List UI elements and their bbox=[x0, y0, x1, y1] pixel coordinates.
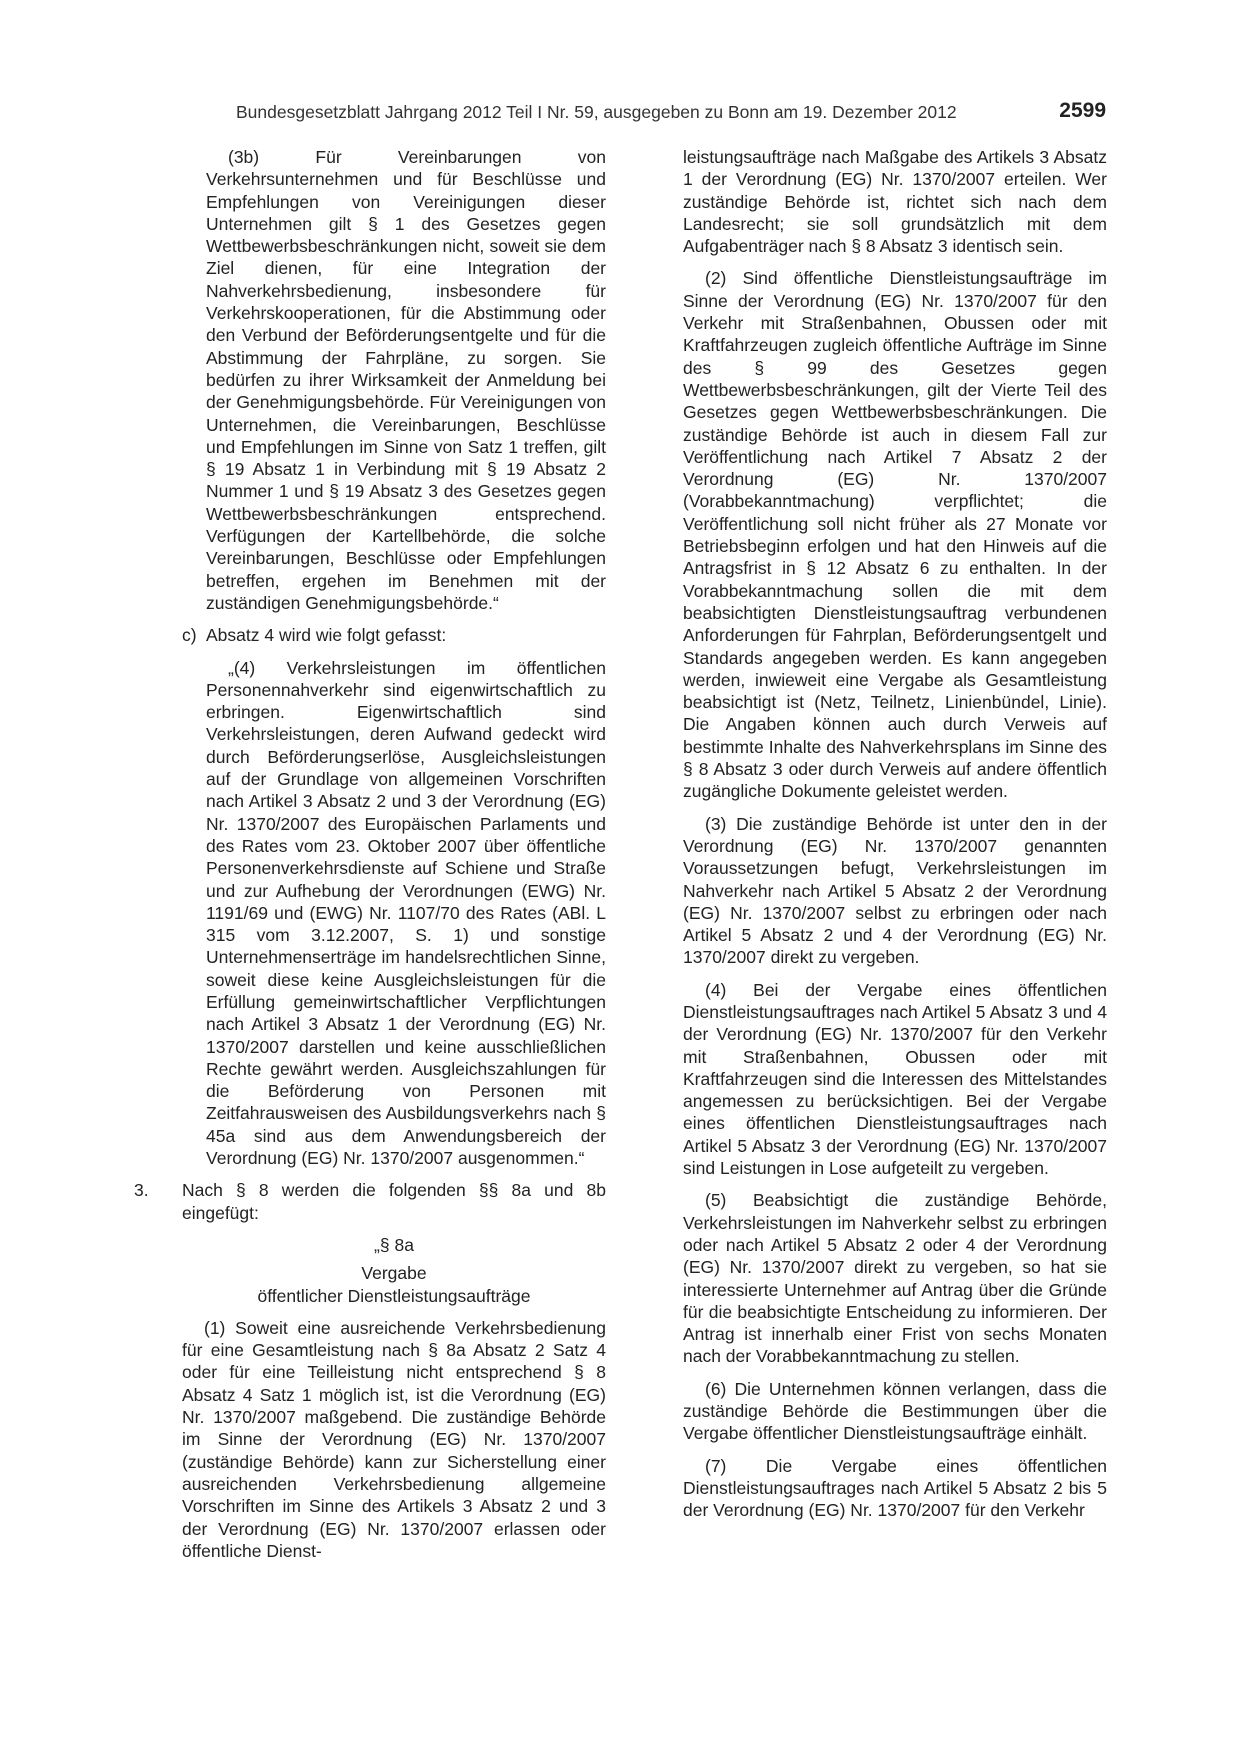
paragraph-1: (1) Soweit eine ausreichende Verkehrsbedienung für eine Gesamtleistung nach § 8a Absatz 2 Satz 4 oder für eine Teilleistung nicht entsprechend § 8 Absatz 4 Satz 1 möglich ist, ist die Verordnung (EG) Nr. 1370/2007 maßgebend. Die zuständige Behörde im Sinne der Verordnung (EG) Nr. 1370/2007 (zuständige Behörde) kann zur Sicherstellung einer ausreichenden Verkehrsbedienung allgemeine Vorschriften im Sinne des Artikels 3 Absatz 2 und 3 der Verordnung (EG) Nr. 1370/2007 erlassen oder öffentliche Dienst- bbox=[182, 1317, 606, 1561]
left-column bbox=[134, 146, 606, 1572]
right-column bbox=[683, 146, 1107, 1532]
paragraph-4: (4) Bei der Vergabe eines öffentlichen Dienstleistungsauftrages nach Artikel 5 Absatz 3 und 4 der Verordnung (EG) Nr. 1370/2007 für den Verkehr mit Straßenbahnen, Obussen oder mit Kraftfahrzeugen sind die Interessen des Mittelstandes angemessen zu berücksichtigen. Bei der Vergabe eines öffentlichen Dienstleistungsauftrages nach Artikel 5 Absatz 3 der Verordnung (EG) Nr. 1370/2007 sind Leistungen in Lose aufgeteilt zu vergeben. bbox=[683, 979, 1107, 1179]
list-text-3: Nach § 8 werden die folgenden §§ 8a und 8b eingefügt: bbox=[182, 1180, 606, 1223]
section-title-line-1: Vergabe bbox=[361, 1263, 427, 1284]
section-number: „§ 8a bbox=[374, 1234, 414, 1255]
paragraph-3b: (3b) Für Vereinbarungen von Verkehrsunternehmen und für Beschlüsse und Empfehlungen von Vereinigungen dieser Unternehmen gilt § 1 des Gesetzes gegen Wettbewerbsbeschränkungen nicht, soweit sie dem Ziel dienen, für eine Integration der Nahverkehrsbedienung, insbesondere für Verkehrskooperationen, für die Abstimmung oder den Verbund der Beförderungsentgelte und für die Abstimmung der Fahrpläne, zu sorgen. Sie bedürfen zu ihrer Wirksamkeit der Anmeldung bei der Genehmigungsbehörde. Für Vereinigungen von Unternehmen, die Vereinbarungen, Beschlüsse und Empfehlungen im Sinne von Satz 1 treffen, gilt § 19 Absatz 1 in Verbindung mit § 19 Absatz 2 Nummer 1 und § 19 Absatz 3 des Gesetzes gegen Wettbewerbsbeschränkungen entsprechend. Verfügungen der Kartellbehörde, die solche Vereinbarungen, Beschlüsse oder Empfehlungen betreffen, ergehen im Benehmen mit der zuständigen Genehmigungsbehörde.“ bbox=[206, 147, 606, 613]
paragraph-1-continued: leistungsaufträge nach Maßgabe des Artikels 3 Absatz 1 der Verordnung (EG) Nr. 1370/2007 erteilen. Wer zuständige Behörde ist, richtet sich nach dem Landesrecht; sie soll grundsätzlich mit dem Aufgabenträger nach § 8 Absatz 3 identisch sein. bbox=[683, 147, 1107, 257]
paragraph-6: (6) Die Unternehmen können verlangen, dass die zuständige Behörde die Bestimmungen über die Vergabe öffentlicher Dienstleistungsaufträge einhält. bbox=[683, 1378, 1107, 1444]
paragraph-4-quoted: „(4) Verkehrsleistungen im öffentlichen Personennahverkehr sind eigenwirtschaftlich zu erbringen. Eigenwirtschaftlich sind Verkehrsleistungen, deren Aufwand gedeckt wird durch Beförderungserlöse, Ausgleichsleistungen auf der Grundlage von allgemeinen Vorschriften nach Artikel 3 Absatz 2 und 3 der Verordnung (EG) Nr. 1370/2007 des Europäischen Parlaments und des Rates vom 23. Oktober 2007 über öffentliche Personenverkehrsdienste auf Schiene und Straße und zur Aufhebung der Verordnungen (EWG) Nr. 1191/69 und (EWG) Nr. 1107/70 des Rates (ABl. L 315 vom 3.12.2007, S. 1) und sonstige Unternehmenserträge im handelsrechtlichen Sinne, soweit diese keine Ausgleichsleistungen für die Erfüllung gemeinwirtschaftlicher Verpflichtungen nach Artikel 3 Absatz 1 der Verordnung (EG) Nr. 1370/2007 darstellen und keine ausschließlichen Rechte gewährt werden. Ausgleichszahlungen für die Beförderung von Personen mit Zeitfahrausweisen des Ausbildungsverkehrs nach § 45a sind aus dem Anwendungsbereich der Verordnung (EG) Nr. 1370/2007 ausgenommen.“ bbox=[206, 657, 606, 1169]
section-title-line-2: öffentlicher Dienstleistungsaufträge bbox=[257, 1285, 531, 1306]
list-label-c: c) bbox=[182, 625, 197, 646]
list-item-c bbox=[138, 624, 606, 646]
list-item-3 bbox=[134, 1179, 606, 1224]
list-label-3: 3. bbox=[134, 1180, 149, 1201]
paragraph-5: (5) Beabsichtigt die zuständige Behörde, Verkehrsleistungen im Nahverkehr selbst zu erbringen oder nach Artikel 5 Absatz 2 oder 4 der Verordnung (EG) Nr. 1370/2007 direkt zu vergeben, so hat sie interessierte Unternehmer auf Antrag über die Gründe für die beabsichtigte Entscheidung zu informieren. Der Antrag ist innerhalb einer Frist von sechs Monaten nach der Vorabbekanntmachung zu stellen. bbox=[683, 1190, 1107, 1367]
page-number: 2599 bbox=[1059, 99, 1106, 122]
paragraph-3: (3) Die zuständige Behörde ist unter den in der Verordnung (EG) Nr. 1370/2007 genannten Voraussetzungen befugt, Verkehrsleistungen im Nahverkehr nach Artikel 5 Absatz 2 der Verordnung (EG) Nr. 1370/2007 selbst zu erbringen oder nach Artikel 5 Absatz 2 und 4 der Verordnung (EG) Nr. 1370/2007 direkt zu vergeben. bbox=[683, 813, 1107, 968]
page-header bbox=[236, 99, 1106, 126]
section-heading bbox=[138, 1262, 606, 1307]
list-text-c: Absatz 4 wird wie folgt gefasst: bbox=[206, 625, 447, 646]
paragraph-7: (7) Die Vergabe eines öffentlichen Dienstleistungsauftrages nach Artikel 5 Absatz 2 bis 5 der Verordnung (EG) Nr. 1370/2007 für den Verkehr bbox=[683, 1455, 1107, 1521]
paragraph-2: (2) Sind öffentliche Dienstleistungsaufträge im Sinne der Verordnung (EG) Nr. 1370/2007 für den Verkehr mit Straßenbahnen, Obussen oder mit Kraftfahrzeugen zugleich öffentliche Aufträge im Sinne des § 99 des Gesetzes gegen Wettbewerbsbeschränkungen, gilt der Vierte Teil des Gesetzes gegen Wettbewerbsbeschränkungen. Die zuständige Behörde ist auch in diesem Fall zur Veröffentlichung nach Artikel 7 Absatz 2 der Verordnung (EG) Nr. 1370/2007 (Vorabbekanntmachung) verpflichtet; die Veröffentlichung soll nicht früher als 27 Monate vor Betriebsbeginn erfolgen und hat den Hinweis auf die Antragsfrist in § 12 Absatz 6 zu enthalten. In der Vorabbekanntmachung sollen die mit dem beabsichtigten Dienstleistungsauftrag verbundenen Anforderungen für Fahrplan, Beförderungsentgelt und Standards angegeben werden. Es kann angegeben werden, inwieweit eine Vergabe als Gesamtleistung beabsichtigt ist (Netz, Teilnetz, Linienbündel, Linie). Die Angaben können auch durch Verweis auf bestimmte Inhalte des Nahverkehrsplans im Sinne des § 8 Absatz 3 oder durch Verweis auf andere öffentlich zugängliche Dokumente geleistet werden. bbox=[683, 268, 1107, 802]
header-title: Bundesgesetzblatt Jahrgang 2012 Teil I Nr. 59, ausgegeben zu Bonn am 19. Dezember 2012 bbox=[236, 102, 957, 122]
